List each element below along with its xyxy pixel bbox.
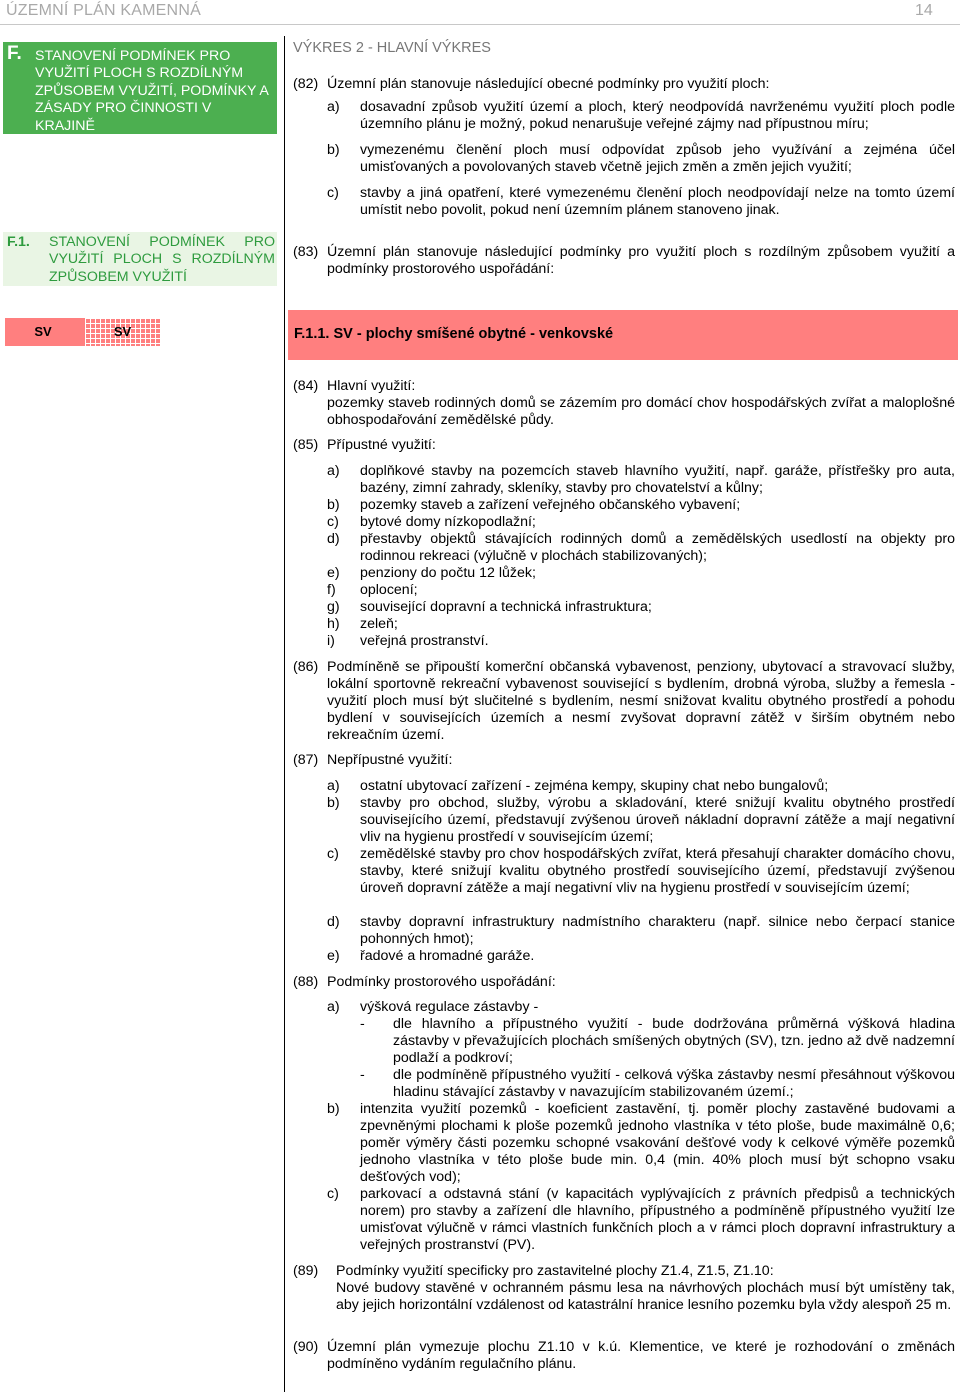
paragraph-number: (90) bbox=[293, 1339, 319, 1355]
list-text: stavby a jiná opatření, které vymezenému členění ploch neodpovídají nelze na tomto území umístit nebo povolit, pokud není územním plánem stanoveno jinak. bbox=[360, 185, 955, 218]
paragraph-number: (82) bbox=[293, 76, 319, 92]
subchapter-heading-box bbox=[3, 232, 277, 286]
dash-label: - bbox=[360, 1067, 365, 1083]
paragraph-number: (88) bbox=[293, 974, 319, 990]
list-text: související dopravní a technická infrastruktura; bbox=[360, 599, 652, 615]
list-label: d) bbox=[327, 531, 340, 547]
list-text: zeleň; bbox=[360, 616, 398, 632]
list-label: a) bbox=[327, 463, 340, 479]
dash-label: - bbox=[360, 1016, 365, 1032]
paragraph-number: (83) bbox=[293, 244, 319, 260]
list-text: penziony do počtu 12 lůžek; bbox=[360, 565, 536, 581]
paragraph-number: (84) bbox=[293, 378, 319, 394]
paragraph-number: (86) bbox=[293, 659, 319, 675]
list-label: a) bbox=[327, 99, 340, 115]
paragraph-label: Podmínky prostorového uspořádání: bbox=[327, 974, 556, 990]
dash-text: dle podmíněně přípustného využití - celková výška zástavby nesmí přesáhnout výškovou hladinu stávající zástavby v navazujícím stabilizovaném území.; bbox=[393, 1067, 955, 1100]
chapter-title: STANOVENÍ PODMÍNEK PRO VYUŽITÍ PLOCH S ROZDÍLNÝM ZPŮSOBEM VYUŽITÍ, PODMÍNKY A ZÁSADY PRO ČINNOSTI V KRAJINĚ bbox=[35, 48, 269, 134]
legend-swatches bbox=[5, 318, 160, 346]
paragraph-text: Územní plán stanovuje následující obecné podmínky pro využití ploch: bbox=[327, 76, 770, 92]
list-label: b) bbox=[327, 497, 340, 513]
zone-heading: F.1.1. SV - plochy smíšené obytné - venkovské bbox=[294, 326, 614, 342]
list-label: a) bbox=[327, 999, 340, 1015]
zone-heading-bar bbox=[288, 310, 958, 360]
paragraph-text: Územní plán vymezuje plochu Z1.10 v k.ú. Klementice, ve které je rozhodování o změnách podmíněno vydáním regulačního plánu. bbox=[327, 1339, 955, 1372]
list-label: e) bbox=[327, 565, 340, 581]
list-text: oplocení; bbox=[360, 582, 418, 598]
list-label: e) bbox=[327, 948, 340, 964]
list-label: b) bbox=[327, 795, 340, 811]
list-text: bytové domy nízkopodlažní; bbox=[360, 514, 536, 530]
list-text: intenzita využití pozemků - koeficient zastavění, tj. poměr plochy zastavěné budovami a zpevněnými plochami k ploše pozemků jednoho vlastníka v této ploše, bude maximálně 0,6; poměr výměry části pozemku schopné vsakování dešťové vody k celkové výměře pozemků jednoho vlastníka v této ploše bude min. 0,4 (min. 40% ploch musí být schopno vsaku dešťových vod); bbox=[360, 1101, 955, 1185]
paragraph-number: (87) bbox=[293, 752, 319, 768]
paragraph-number: (85) bbox=[293, 437, 319, 453]
list-text: doplňkové stavby na pozemcích staveb hlavního využití, např. garáže, přístřešky pro auta, bazény, zimní zahrady, skleníky, stavby pro chovatelství a kůlny; bbox=[360, 463, 955, 496]
list-text: parkovací a odstavná stání (v kapacitách vyplývajících z právních předpisů a technických norem) pro stavby a zařízení dle hlavního, přípustného a podmíněně přípustného využití lze umisťovat výlučně v rámci vlastních funkčních ploch a v rámci ploch dopravní infrastruktury a veřejných prostranství (PV). bbox=[360, 1186, 955, 1253]
dash-text: dle hlavního a přípustného využití - bude dodržována průměrná výšková hladina zástavby v převažujících plochách smíšených obytných (SV), tzn. jedno až dvě nadzemní podlaží a podkroví; bbox=[393, 1016, 955, 1066]
list-label: c) bbox=[327, 185, 339, 201]
paragraph-label: Nepřípustné využití: bbox=[327, 752, 453, 768]
list-label: a) bbox=[327, 778, 340, 794]
document-header-title: ÚZEMNÍ PLÁN KAMENNÁ bbox=[6, 2, 201, 19]
header-divider bbox=[0, 24, 960, 25]
list-text: dosavadní způsob využití území a ploch, který neodpovídá navrženému využití ploch podle územního plánu je možný, pokud nenarušuje veřejné zájmy nad přípustnou míru; bbox=[360, 99, 955, 132]
list-text: stavby dopravní infrastruktury nadmístního charakteru (např. silnice nebo čerpací stanice pohonných hmot); bbox=[360, 914, 955, 947]
list-text: ostatní ubytovací zařízení - zejména kempy, skupiny chat nebo bungalovů; bbox=[360, 778, 829, 794]
list-label: d) bbox=[327, 914, 340, 930]
subchapter-number: F.1. bbox=[7, 234, 30, 250]
section-heading: VÝKRES 2 - HLAVNÍ VÝKRES bbox=[293, 40, 491, 56]
list-label: b) bbox=[327, 142, 340, 158]
legend-swatch-proposed: SV bbox=[85, 318, 160, 346]
list-text: zemědělské stavby pro chov hospodářských zvířat, která přesahují charakter domácího chovu, stavby, které snižují kvalitu obytného prostředí souvisejícího území, představují zvýšenou úroveň dopravní zátěže a mají negativní vliv na hygienu prostředí v souvisejícím území; bbox=[360, 846, 955, 896]
page-number: 14 bbox=[915, 2, 933, 19]
paragraph-title: Podmínky využití specificky pro zastavitelné plochy Z1.4, Z1.5, Z1.10: bbox=[336, 1263, 774, 1279]
paragraph-text: Územní plán stanovuje následující podmínky pro využití ploch s rozdílným způsobem využití a podmínky prostorového uspořádání: bbox=[327, 244, 955, 277]
list-text: výšková regulace zástavby - bbox=[360, 999, 539, 1015]
paragraph-text: pozemky staveb rodinných domů se zázemím pro domácí chov hospodářských zvířat a maloplošné obhospodařování zemědělské půdy. bbox=[327, 395, 955, 428]
subchapter-title: STANOVENÍ PODMÍNEK PRO VYUŽITÍ PLOCH S ROZDÍLNÝM ZPŮSOBEM VYUŽITÍ bbox=[49, 234, 275, 285]
list-label: c) bbox=[327, 846, 339, 862]
list-text: pozemky staveb a zařízení veřejného občanského vybavení; bbox=[360, 497, 741, 513]
paragraph-label: Hlavní využití: bbox=[327, 378, 416, 394]
list-text: přestavby objektů stávajících rodinných domů a zemědělských usedlostí na objekty pro rodinnou rekreaci (výlučně v plochách stabilizovaných); bbox=[360, 531, 955, 564]
list-text: veřejná prostranství. bbox=[360, 633, 489, 649]
list-label: h) bbox=[327, 616, 340, 632]
chapter-heading-box bbox=[3, 42, 277, 134]
paragraph-label: Přípustné využití: bbox=[327, 437, 436, 453]
list-label: i) bbox=[327, 633, 335, 649]
list-label: c) bbox=[327, 514, 339, 530]
paragraph-text: Nové budovy stavěné v ochranném pásmu lesa na návrhových plochách musí být umístěny tak, aby jejich horizontální vzdálenost od katastrální hranice lesního pozemku byla vždy alespoň 25 m. bbox=[336, 1280, 955, 1313]
chapter-number: F. bbox=[7, 43, 22, 64]
column-divider bbox=[284, 36, 285, 1392]
paragraph-number: (89) bbox=[293, 1263, 319, 1279]
list-text: stavby pro obchod, služby, výrobu a skladování, které snižují kvalitu obytného prostředí souvisejícího území, představují zvýšenou úroveň nákladní dopravní zátěže a mají negativní vliv na hygienu prostředí v souvisejícím území; bbox=[360, 795, 955, 845]
list-label: f) bbox=[327, 582, 336, 598]
list-text: vymezenému členění ploch musí odpovídat způsob jeho využívání a zejména účel umisťovaných a povolovaných staveb včetně jejich změn a změn jejich využití; bbox=[360, 142, 955, 175]
list-label: c) bbox=[327, 1186, 339, 1202]
legend-swatch-stabilized: SV bbox=[5, 318, 81, 346]
list-label: g) bbox=[327, 599, 340, 615]
list-text: řadové a hromadné garáže. bbox=[360, 948, 535, 964]
list-label: b) bbox=[327, 1101, 340, 1117]
paragraph-text: Podmíněně se připouští komerční občanská vybavenost, penziony, ubytovací a stravovací služby, lokální sportovně rekreační vybavenost související s bydlením, drobná výroba, služby a řemesla - využití ploch musí být slučitelné s bydlením, nesmí snižovat kvalitu obytného prostředí a pohodu bydlení v souvisejících územích a nesmí zvyšovat dopravní zátěž v širším obytném nebo rekreačním území. bbox=[327, 659, 955, 743]
